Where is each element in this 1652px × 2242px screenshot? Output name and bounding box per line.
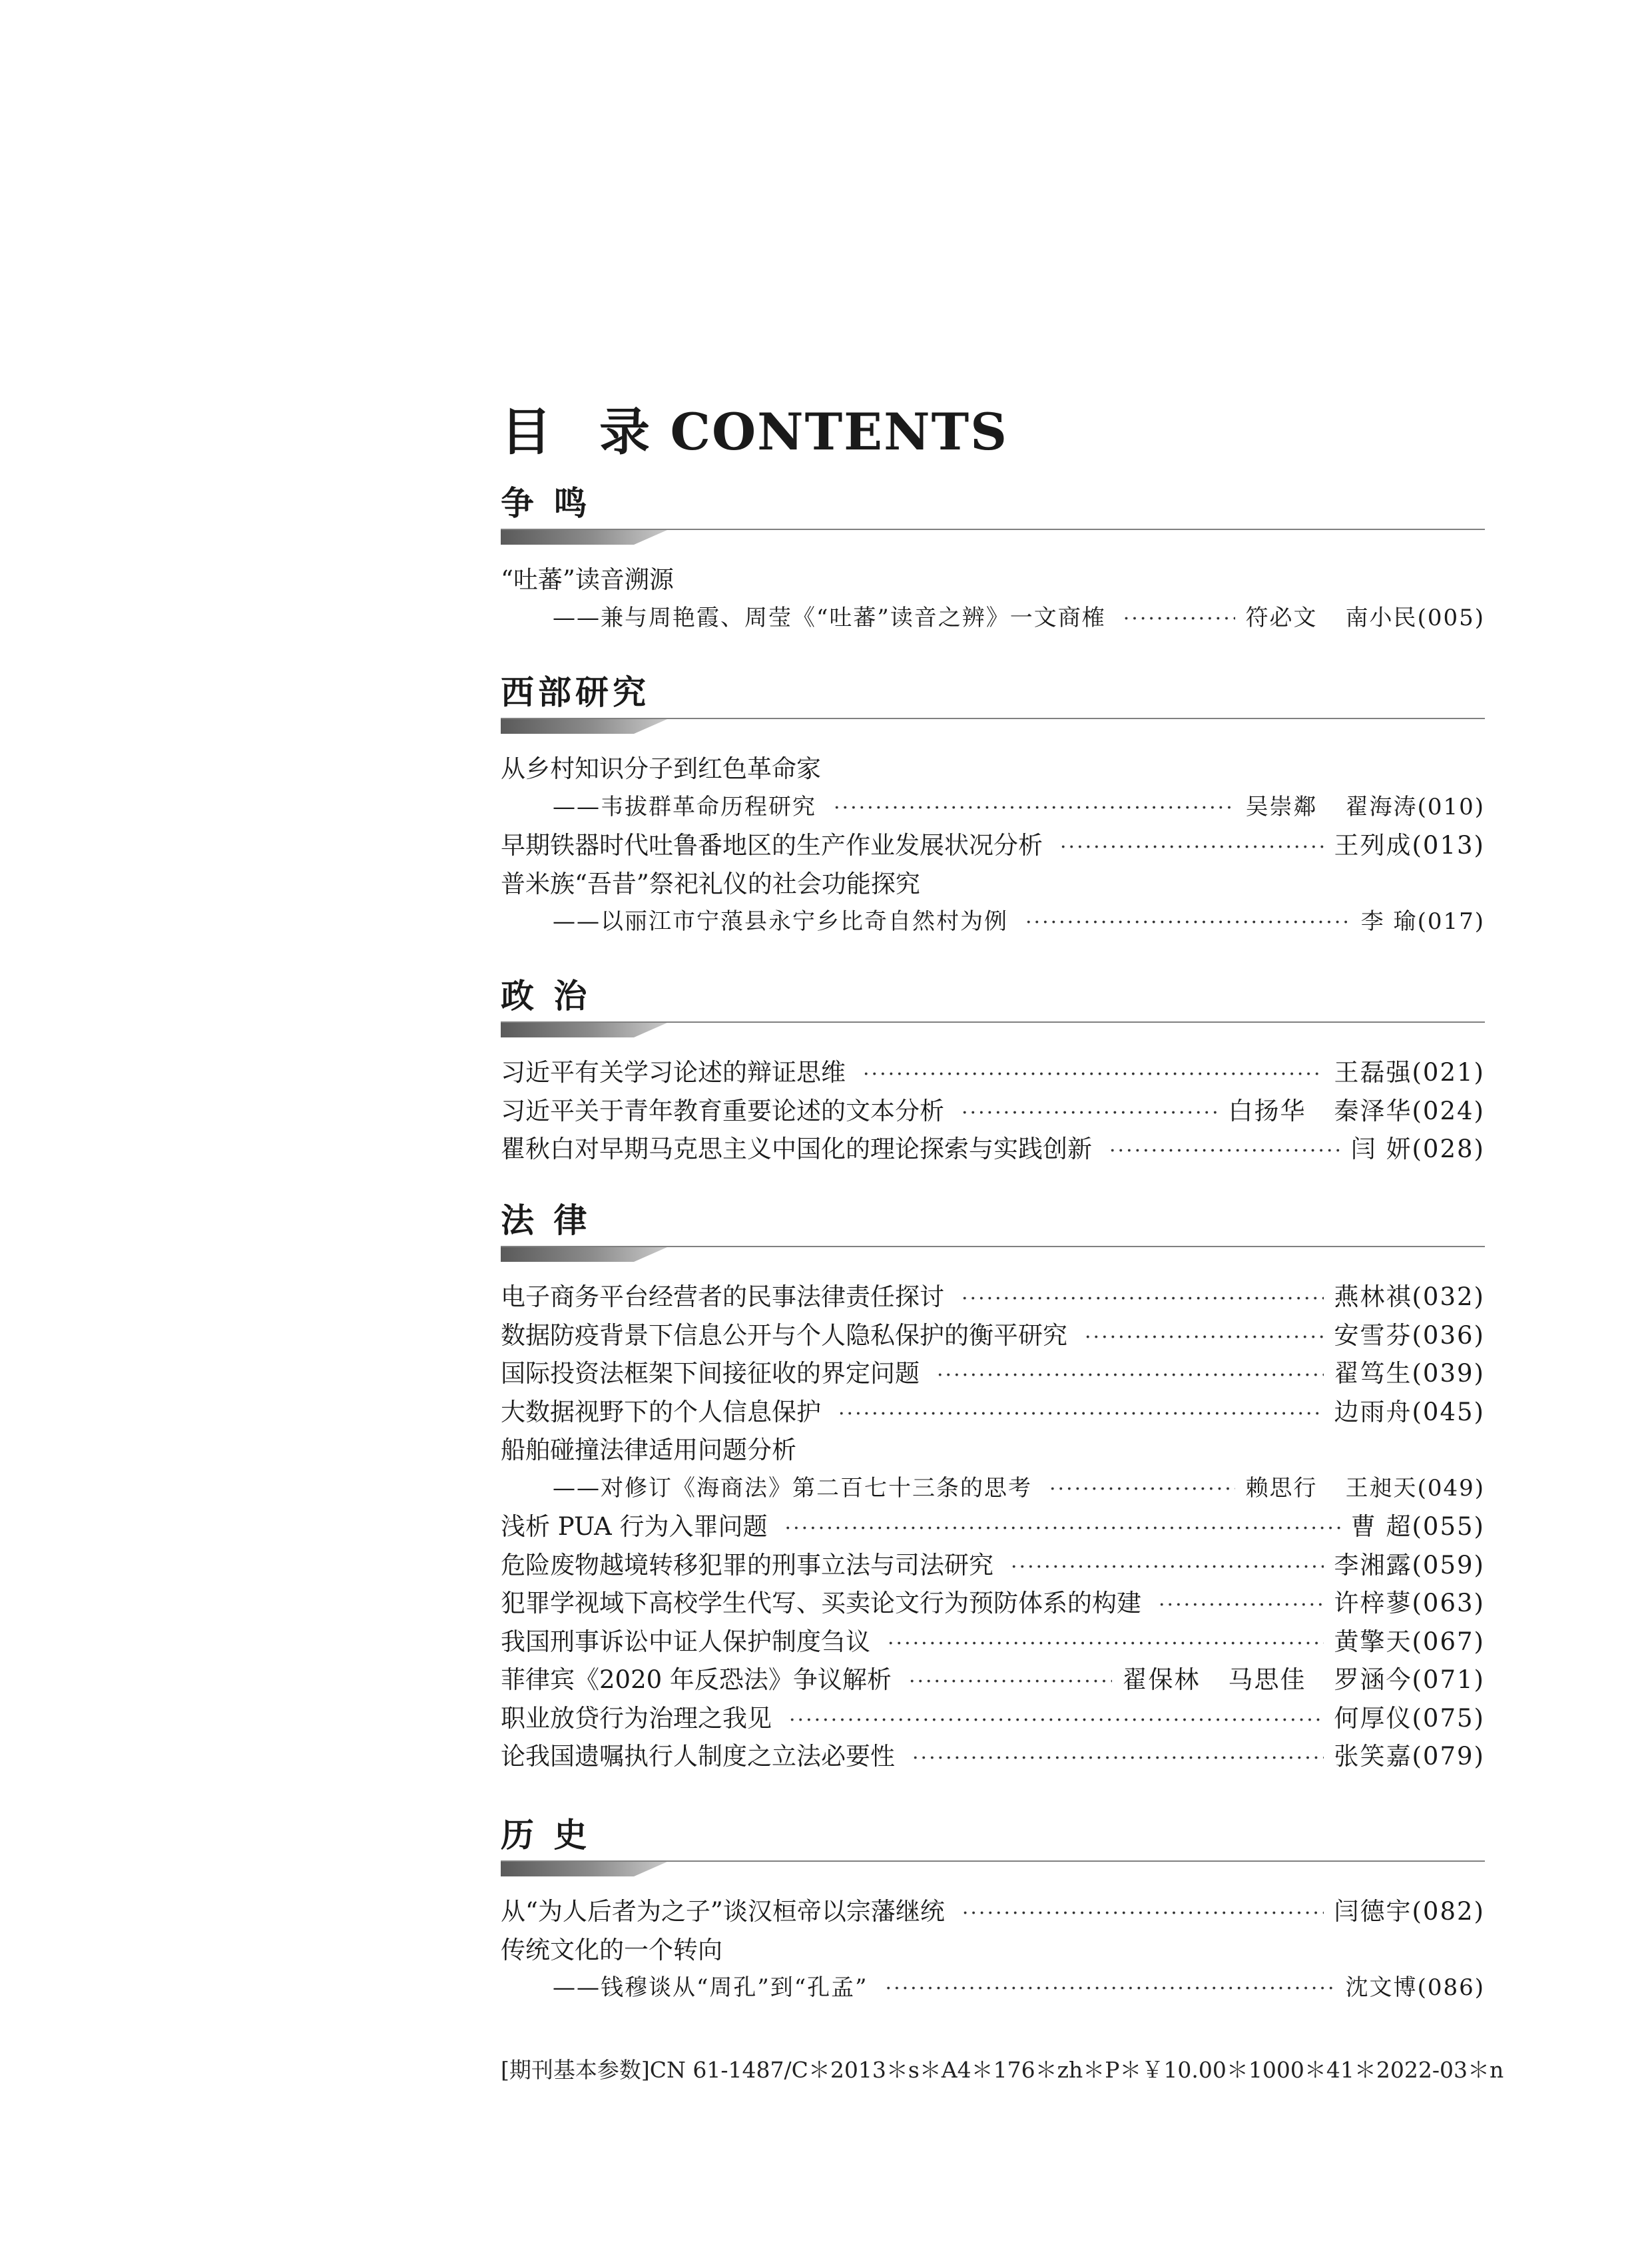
toc-section [501, 659, 1485, 942]
dot-leader [1109, 1132, 1340, 1171]
section-header [501, 470, 1485, 545]
entry-authors-page [1334, 1892, 1486, 1931]
title-en: CONTENTS [670, 402, 1009, 461]
section-rule-wedge [501, 1862, 667, 1876]
entry-title: 数据防疫背景下信息公开与个人隐私保护的衡平研究 [501, 1320, 1067, 1350]
toc-section [501, 1187, 1485, 1776]
entry-title: 我国刑事诉讼中证人保护制度刍议 [501, 1627, 870, 1656]
entry-author: 翟海涛 [1345, 793, 1418, 820]
entry-authors-page [1334, 1623, 1486, 1661]
entry-author: 赖思行 [1245, 1474, 1318, 1502]
toc-entry[interactable] [501, 1092, 1485, 1131]
entry-page-number: (071) [1412, 1665, 1485, 1694]
entry-title: 浅析 PUA 行为入罪问题 [501, 1512, 768, 1541]
entry-title: 普米族“吾昔”祭祀礼仪的社会功能探究 [501, 869, 920, 898]
entry-title: 危险废物越境转移犯罪的刑事立法与司法研究 [501, 1550, 993, 1579]
entry-title: 早期铁器时代吐鲁番地区的生产作业发展状况分析 [501, 831, 1043, 860]
toc-entry-subtitle[interactable] [501, 903, 1485, 942]
dot-leader [785, 1510, 1340, 1548]
entry-authors-page [1334, 1546, 1486, 1585]
section-rule-wedge [501, 530, 667, 545]
entry-title: ——以丽江市宁蒗县永宁乡比奇自然村为例 [553, 908, 1008, 935]
toc-section [501, 470, 1485, 637]
entry-authors-page [1246, 599, 1485, 638]
dot-leader [834, 789, 1235, 828]
entry-page-number: (032) [1412, 1282, 1485, 1311]
dot-leader [838, 1395, 1324, 1434]
entry-author: 何厚仪 [1334, 1703, 1412, 1733]
section-rule-wedge [501, 1247, 667, 1262]
entry-authors-page [1351, 1130, 1485, 1169]
entry-title: ——兼与周艳霞、周莹《“吐蕃”读音之辨》一文商榷 [553, 604, 1106, 631]
entry-title: ——钱穆谈从“周孔”到“孔孟” [553, 1974, 868, 2001]
entry-authors-page [1123, 1661, 1486, 1699]
entry-page-number: (063) [1412, 1589, 1485, 1617]
entry-author: 张笑嘉 [1334, 1742, 1412, 1771]
entry-authors-page [1246, 788, 1485, 827]
entry-list [501, 1876, 1485, 2008]
toc-entry[interactable] [501, 1892, 1485, 1931]
dot-leader [1123, 600, 1235, 639]
entry-author: 安雪芬 [1334, 1320, 1412, 1350]
dot-leader [888, 1625, 1324, 1663]
toc-section [501, 1802, 1485, 2008]
section-header [501, 1802, 1485, 1876]
entry-title: 电子商务平台经营者的民事法律责任探讨 [501, 1282, 944, 1311]
entry-author: 吴崇鄰 [1245, 793, 1318, 820]
section-title: 法 律 [501, 1201, 591, 1240]
toc-entry[interactable] [501, 1546, 1485, 1585]
toc-entry[interactable] [501, 561, 1485, 599]
entry-page-number: (086) [1417, 1974, 1485, 2001]
entry-page-number: (005) [1417, 604, 1485, 631]
toc-entry[interactable] [501, 1393, 1485, 1432]
entry-title: “吐蕃”读音溯源 [501, 565, 674, 594]
toc-entry[interactable] [501, 1699, 1485, 1738]
entry-page-number: (049) [1417, 1474, 1485, 1502]
entry-author: 王磊强 [1334, 1058, 1412, 1087]
dot-leader [962, 1280, 1324, 1318]
entry-author: 李湘露 [1334, 1550, 1412, 1579]
toc-section [501, 963, 1485, 1169]
entry-page-number: (039) [1412, 1359, 1485, 1388]
entry-title: 论我国遗嘱执行人制度之立法必要性 [501, 1742, 895, 1771]
entry-author: 符必文 [1245, 604, 1318, 631]
entry-page-number: (036) [1412, 1320, 1485, 1350]
entry-title: 犯罪学视域下高校学生代写、买卖论文行为预防体系的构建 [501, 1589, 1141, 1617]
entry-author: 王列成 [1334, 831, 1412, 860]
entry-authors-page [1351, 1508, 1485, 1546]
entry-page-number: (024) [1412, 1096, 1485, 1125]
section-rule [501, 529, 1485, 530]
section-rule-wedge [501, 719, 667, 734]
entry-author: 闫德宇 [1334, 1897, 1412, 1926]
toc-entry[interactable] [501, 1737, 1485, 1776]
dot-leader [909, 1663, 1112, 1701]
dot-leader [1159, 1586, 1324, 1625]
toc-entry[interactable] [501, 1584, 1485, 1623]
title-cn-2: 录 [599, 402, 651, 461]
section-rule [501, 1246, 1485, 1247]
entry-author: 马思佳 [1228, 1665, 1306, 1694]
entry-title: 从“为人后者为之子”谈汉桓帝以宗藩继统 [501, 1897, 945, 1926]
section-rule [501, 1860, 1485, 1862]
entry-authors-page [1334, 1278, 1486, 1316]
entry-page-number: (021) [1412, 1058, 1485, 1087]
entry-page-number: (045) [1412, 1397, 1485, 1426]
entry-page-number: (055) [1412, 1512, 1485, 1541]
entry-title: 大数据视野下的个人信息保护 [501, 1397, 821, 1426]
entry-author: 黄擎天 [1334, 1627, 1412, 1656]
dot-leader [789, 1701, 1324, 1740]
entry-authors-page [1334, 1316, 1486, 1355]
entry-authors-page [1334, 1584, 1486, 1623]
toc-entry-subtitle[interactable] [501, 1470, 1485, 1508]
entry-authors-page [1334, 1393, 1486, 1432]
journal-parameters: [期刊基本参数]CN 61-1487/C＊2013＊s＊A4＊176＊zh＊P＊￥10.00＊1000＊41＊2022-03＊n [501, 2057, 1504, 2083]
entry-author: 翟笃生 [1334, 1359, 1412, 1388]
entry-authors-page [1334, 1354, 1486, 1393]
section-header [501, 963, 1485, 1037]
toc-entry-subtitle[interactable] [501, 788, 1485, 827]
entry-author: 曹 超 [1350, 1512, 1412, 1541]
section-title: 政 治 [501, 976, 591, 1015]
entry-authors-page [1334, 1053, 1486, 1092]
entry-list [501, 734, 1485, 942]
entry-authors-page [1361, 903, 1485, 942]
dot-leader [886, 1970, 1335, 2008]
toc-entry[interactable] [501, 750, 1485, 788]
toc-entry[interactable] [501, 1130, 1485, 1169]
entry-author: 白扬华 [1228, 1096, 1306, 1125]
entry-title: ——韦拔群革命历程研究 [553, 793, 816, 820]
page-title [501, 392, 1008, 464]
dot-leader [863, 1055, 1324, 1094]
entry-title: 职业放贷行为治理之我见 [501, 1703, 772, 1733]
toc-entry[interactable] [501, 1278, 1485, 1316]
entry-title: 国际投资法框架下间接征收的界定问题 [501, 1359, 920, 1388]
entry-page-number: (028) [1412, 1135, 1485, 1163]
entry-title: 菲律宾《2020 年反恐法》争议解析 [501, 1665, 892, 1694]
entry-author: 南小民 [1345, 604, 1418, 631]
entry-title: 从乡村知识分子到红色革命家 [501, 754, 821, 783]
entry-title: 瞿秋白对早期马克思主义中国化的理论探索与实践创新 [501, 1135, 1092, 1163]
entry-author: 燕林祺 [1334, 1282, 1412, 1311]
entry-page-number: (010) [1417, 793, 1485, 820]
section-header [501, 659, 1485, 734]
section-title: 西部研究 [501, 673, 650, 712]
toc-entry[interactable] [501, 1354, 1485, 1393]
dot-leader [1049, 1470, 1235, 1509]
dot-leader [937, 1356, 1324, 1395]
dot-leader [1011, 1548, 1324, 1587]
entry-page-number: (067) [1412, 1627, 1485, 1656]
toc-entry[interactable] [501, 1316, 1485, 1355]
section-title: 争 鸣 [501, 483, 591, 523]
entry-page-number: (059) [1412, 1550, 1485, 1579]
toc-entry[interactable] [501, 865, 1485, 904]
entry-list [501, 545, 1485, 637]
entry-page-number: (079) [1412, 1742, 1485, 1771]
entry-page-number: (082) [1412, 1897, 1485, 1926]
entry-authors-page [1334, 1699, 1486, 1738]
entry-author: 李 瑜 [1360, 908, 1418, 935]
dot-leader [962, 1094, 1218, 1133]
entry-title: 习近平有关学习论述的辩证思维 [501, 1058, 846, 1087]
entry-authors-page [1346, 1969, 1485, 2008]
toc-entry-subtitle[interactable] [501, 599, 1485, 638]
entry-author: 王昶天 [1345, 1474, 1418, 1502]
section-rule [501, 1021, 1485, 1023]
entry-author: 秦泽华 [1334, 1096, 1412, 1125]
entry-author: 许梓蓼 [1334, 1589, 1412, 1617]
entry-title: 习近平关于青年教育重要论述的文本分析 [501, 1096, 944, 1125]
entry-authors-page [1246, 1470, 1485, 1508]
entry-author: 闫 妍 [1350, 1135, 1412, 1163]
section-rule [501, 718, 1485, 719]
toc-entry-subtitle[interactable] [501, 1969, 1485, 2008]
entry-title: 传统文化的一个转向 [501, 1935, 722, 1964]
entry-title: ——对修订《海商法》第二百七十三条的思考 [553, 1474, 1032, 1502]
section-title: 历 史 [501, 1815, 591, 1854]
entry-page-number: (013) [1412, 831, 1485, 860]
entry-list [501, 1262, 1485, 1776]
toc-entry[interactable] [501, 1623, 1485, 1661]
section-rule-wedge [501, 1023, 667, 1037]
toc-entry[interactable] [501, 1508, 1485, 1546]
dot-leader [1060, 828, 1324, 867]
entry-page-number: (017) [1417, 908, 1485, 935]
entry-author: 翟保林 [1122, 1665, 1201, 1694]
entry-author: 罗涵今 [1334, 1665, 1412, 1694]
entry-authors-page [1334, 1737, 1486, 1776]
dot-leader [1025, 904, 1350, 942]
entry-authors-page [1229, 1092, 1486, 1131]
entry-list [501, 1037, 1485, 1169]
dot-leader [962, 1894, 1324, 1933]
toc-entry[interactable] [501, 1053, 1485, 1092]
toc-entry[interactable] [501, 1661, 1485, 1699]
entry-authors-page [1334, 826, 1486, 865]
entry-author: 沈文博 [1345, 1974, 1418, 2001]
entry-page-number: (075) [1412, 1703, 1485, 1733]
toc-entry[interactable] [501, 1931, 1485, 1970]
section-header [501, 1187, 1485, 1262]
toc-entry[interactable] [501, 826, 1485, 865]
entry-title: 船舶碰撞法律适用问题分析 [501, 1436, 796, 1464]
entry-author: 边雨舟 [1334, 1397, 1412, 1426]
dot-leader [1085, 1318, 1324, 1357]
dot-leader [912, 1739, 1324, 1778]
title-cn-1: 目 [501, 402, 553, 461]
toc-entry[interactable] [501, 1431, 1485, 1470]
